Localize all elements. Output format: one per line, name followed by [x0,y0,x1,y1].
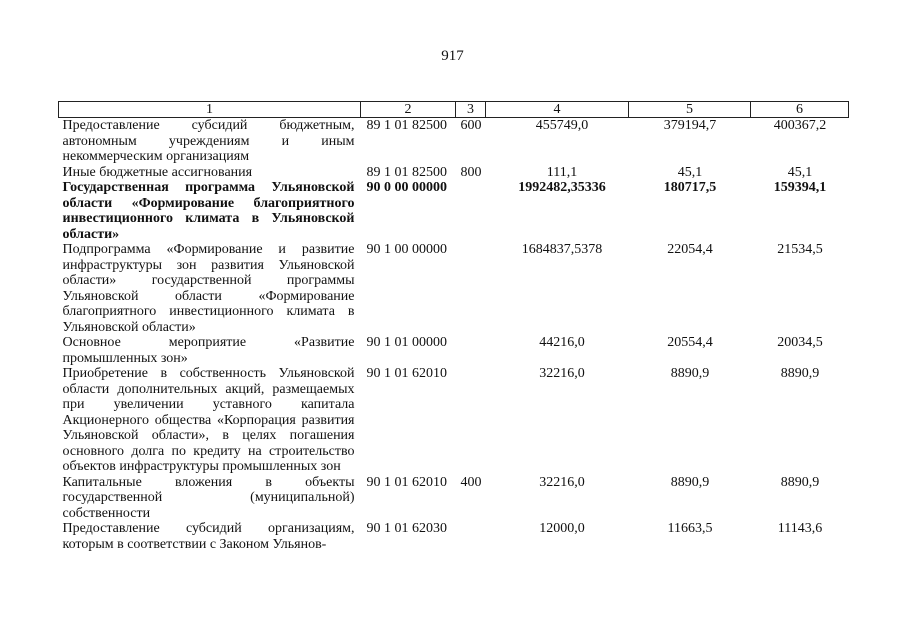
row-expense-type [456,180,486,242]
row-expense-type [456,242,486,335]
table-row [59,242,849,335]
row-value-col6: 159394,1 [773,180,827,195]
table-row [59,475,849,522]
row-target-code: 90 1 00 00000 [366,242,447,257]
row-target-code: 90 1 01 62030 [366,521,447,536]
row-name: Капитальные вложения в объекты государственной (муниципальной) собственности [62,474,355,521]
row-value-col6: 20034,5 [777,335,823,350]
row-name: Приобретение в собственность Ульяновской области дополнительных акций, размещаемых при увеличении уставного капитала Акционерного общества «Корпорация развития Ульяновской области», в целях погашения основного долга по кредиту на строительство объектов инфраструктуры промышленных зон [62,366,355,474]
row-value-col4: 455749,0 [535,118,589,133]
page-number: 917 [441,48,464,64]
row-value-col4: 32216,0 [539,366,585,381]
table-row [59,118,849,165]
row-value-col4: 1992482,35336 [518,180,606,195]
row-name: Подпрограмма «Формирование и развитие инфраструктуры зон развития Ульяновской области» государственной программы Ульяновской области «Формирование благоприятного инвестиционного климата в Ульяновской области» [62,242,355,335]
row-expense-type [456,366,486,475]
row-target-code: 90 1 01 00000 [366,335,447,350]
row-name: Предоставление субсидий организациям, которым в соответствии с Законом Ульянов- [62,521,355,552]
row-value-col5: 379194,7 [663,118,717,133]
table-row [59,165,849,181]
table-row [59,521,849,552]
row-value-col4: 12000,0 [539,521,585,536]
row-value-col6: 11143,6 [777,521,823,536]
row-value-col5: 11663,5 [667,521,713,536]
row-value-col5: 22054,4 [667,242,713,257]
row-value-col5: 8890,9 [670,474,710,490]
column-header: 1 [59,102,361,118]
column-header: 6 [751,102,849,118]
table-row [59,335,849,366]
row-expense-type [456,521,486,552]
row-value-col5: 8890,9 [670,366,710,381]
column-header: 3 [456,102,486,118]
row-value-col6: 8890,9 [780,474,820,490]
row-value-col4: 32216,0 [539,474,585,490]
row-value-col5: 45,1 [677,164,703,180]
row-target-code: 90 1 01 62010 [366,474,447,490]
row-target-code: 90 0 00 00000 [366,180,447,195]
row-expense-type [456,335,486,366]
row-value-col5: 180717,5 [663,180,717,195]
row-name: Государственная программа Ульяновской области «Формирование благоприятного инвестиционного климата в Ульяновской области» [62,180,355,242]
row-target-code: 90 1 01 62010 [366,366,447,381]
column-header: 2 [361,102,456,118]
table-row [59,366,849,475]
budget-table [58,101,849,552]
row-name: Основное мероприятие «Развитие промышленных зон» [62,335,355,366]
table-row-program [59,180,849,242]
row-name: Иные бюджетные ассигнования [62,164,253,180]
row-expense-type: 400 [460,474,482,490]
row-value-col4: 111,1 [546,164,578,180]
column-header: 4 [486,102,629,118]
header-row [59,102,849,118]
row-target-code: 89 1 01 82500 [366,118,447,133]
row-name: Предоставление субсидий бюджетным, автономным учреждениям и иным некоммерческим организациям [62,118,355,164]
row-value-col6: 45,1 [787,164,813,180]
row-value-col5: 20554,4 [667,335,713,350]
row-expense-type: 600 [460,118,482,133]
row-value-col4: 44216,0 [539,335,585,350]
row-value-col6: 400367,2 [773,118,827,133]
row-value-col6: 21534,5 [777,242,823,257]
row-target-code: 89 1 01 82500 [366,164,447,180]
column-header: 5 [629,102,751,118]
row-value-col4: 1684837,5378 [521,242,603,257]
row-expense-type: 800 [460,164,482,180]
row-value-col6: 8890,9 [780,366,820,381]
